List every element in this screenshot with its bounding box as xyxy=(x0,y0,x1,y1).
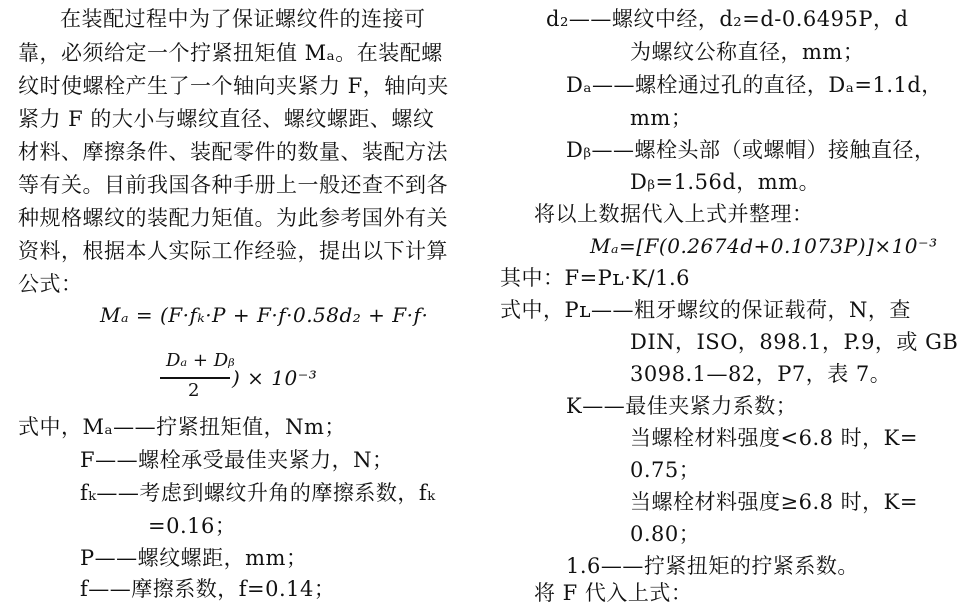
paragraph-line: 公式： xyxy=(18,272,83,296)
paragraph-line: 种规格螺纹的装配力矩值。为此参考国外有关 xyxy=(18,206,448,230)
paragraph-line: 纹时使螺栓产生了一个轴向夹紧力 F，轴向夹 xyxy=(18,74,449,98)
definition-line: Dₐ——螺栓通过孔的直径，Dₐ=1.1d， xyxy=(566,73,943,97)
definition-line: d₂——螺纹中经，d₂=d-0.6495P，d xyxy=(546,7,909,31)
definition-line: Dᵦ——螺栓头部（或螺帽）接触直径， xyxy=(566,138,936,162)
definition-line: 当螺栓材料强度≥6.8 时，K= xyxy=(630,490,918,514)
definition-line: P——螺纹螺距，mm； xyxy=(80,546,308,570)
definition-line: mm； xyxy=(630,106,693,130)
fraction-denominator: 2 xyxy=(188,380,200,401)
paragraph-line: 靠，必须给定一个拧紧扭矩值 Mₐ。在装配螺 xyxy=(18,41,443,65)
definition-line: 当螺栓材料强度<6.8 时，K= xyxy=(630,426,918,450)
definition-line: K——最佳夹紧力系数； xyxy=(566,394,798,418)
definition-line: 为螺纹公称直径，mm； xyxy=(630,40,865,64)
body-line: 将以上数据代入上式并整理： xyxy=(534,202,814,226)
definition-line: DIN，ISO，898.1，P.9，或 GB xyxy=(630,330,959,354)
fraction-bar xyxy=(160,377,230,379)
definition-line: 1.6——拧紧扭矩的拧紧系数。 xyxy=(566,554,859,578)
body-line: 其中：F=Pʟ·K/1.6 xyxy=(500,266,691,290)
paragraph-line: 等有关。目前我国各种手册上一般还查不到各 xyxy=(18,173,448,197)
formula-line-1: Mₐ = (F·fₖ·P + F·f·0.58d₂ + F·f· xyxy=(100,303,429,327)
definition-line: 式中，Pʟ——粗牙螺纹的保证载荷，N，查 xyxy=(500,298,911,322)
paragraph-line: 紧力 F 的大小与螺纹直径、螺纹螺距、螺纹 xyxy=(18,107,435,131)
definition-line: 式中，Mₐ——拧紧扭矩值，Nm； xyxy=(18,415,346,439)
definition-line: fₖ——考虑到螺纹升角的摩擦系数，fₖ xyxy=(80,481,436,505)
definition-line: f——摩擦系数，f=0.14； xyxy=(80,577,336,601)
definition-line: 0.75； xyxy=(630,458,701,482)
paragraph-line: 在装配过程中为了保证螺纹件的连接可 xyxy=(60,7,426,31)
paragraph-line: 资料，根据本人实际工作经验，提出以下计算 xyxy=(18,239,448,263)
formula-tail: ) × 10⁻³ xyxy=(232,366,318,390)
definition-line: 0.80； xyxy=(630,522,701,546)
body-line: 将 F 代入上式： xyxy=(534,581,693,605)
definition-line: =0.16； xyxy=(148,514,237,538)
definition-line: F——螺栓承受最佳夹紧力，N； xyxy=(80,448,394,472)
fraction-numerator: Dₐ + Dᵦ xyxy=(166,350,235,371)
result-formula: Mₐ=[F(0.2674d+0.1073P)]×10⁻³ xyxy=(590,234,938,258)
definition-line: 3098.1—82，P7，表 7。 xyxy=(630,362,892,386)
paragraph-line: 材料、摩擦条件、装配零件的数量、装配方法 xyxy=(18,140,448,164)
definition-line: Dᵦ=1.56d，mm。 xyxy=(630,170,821,194)
